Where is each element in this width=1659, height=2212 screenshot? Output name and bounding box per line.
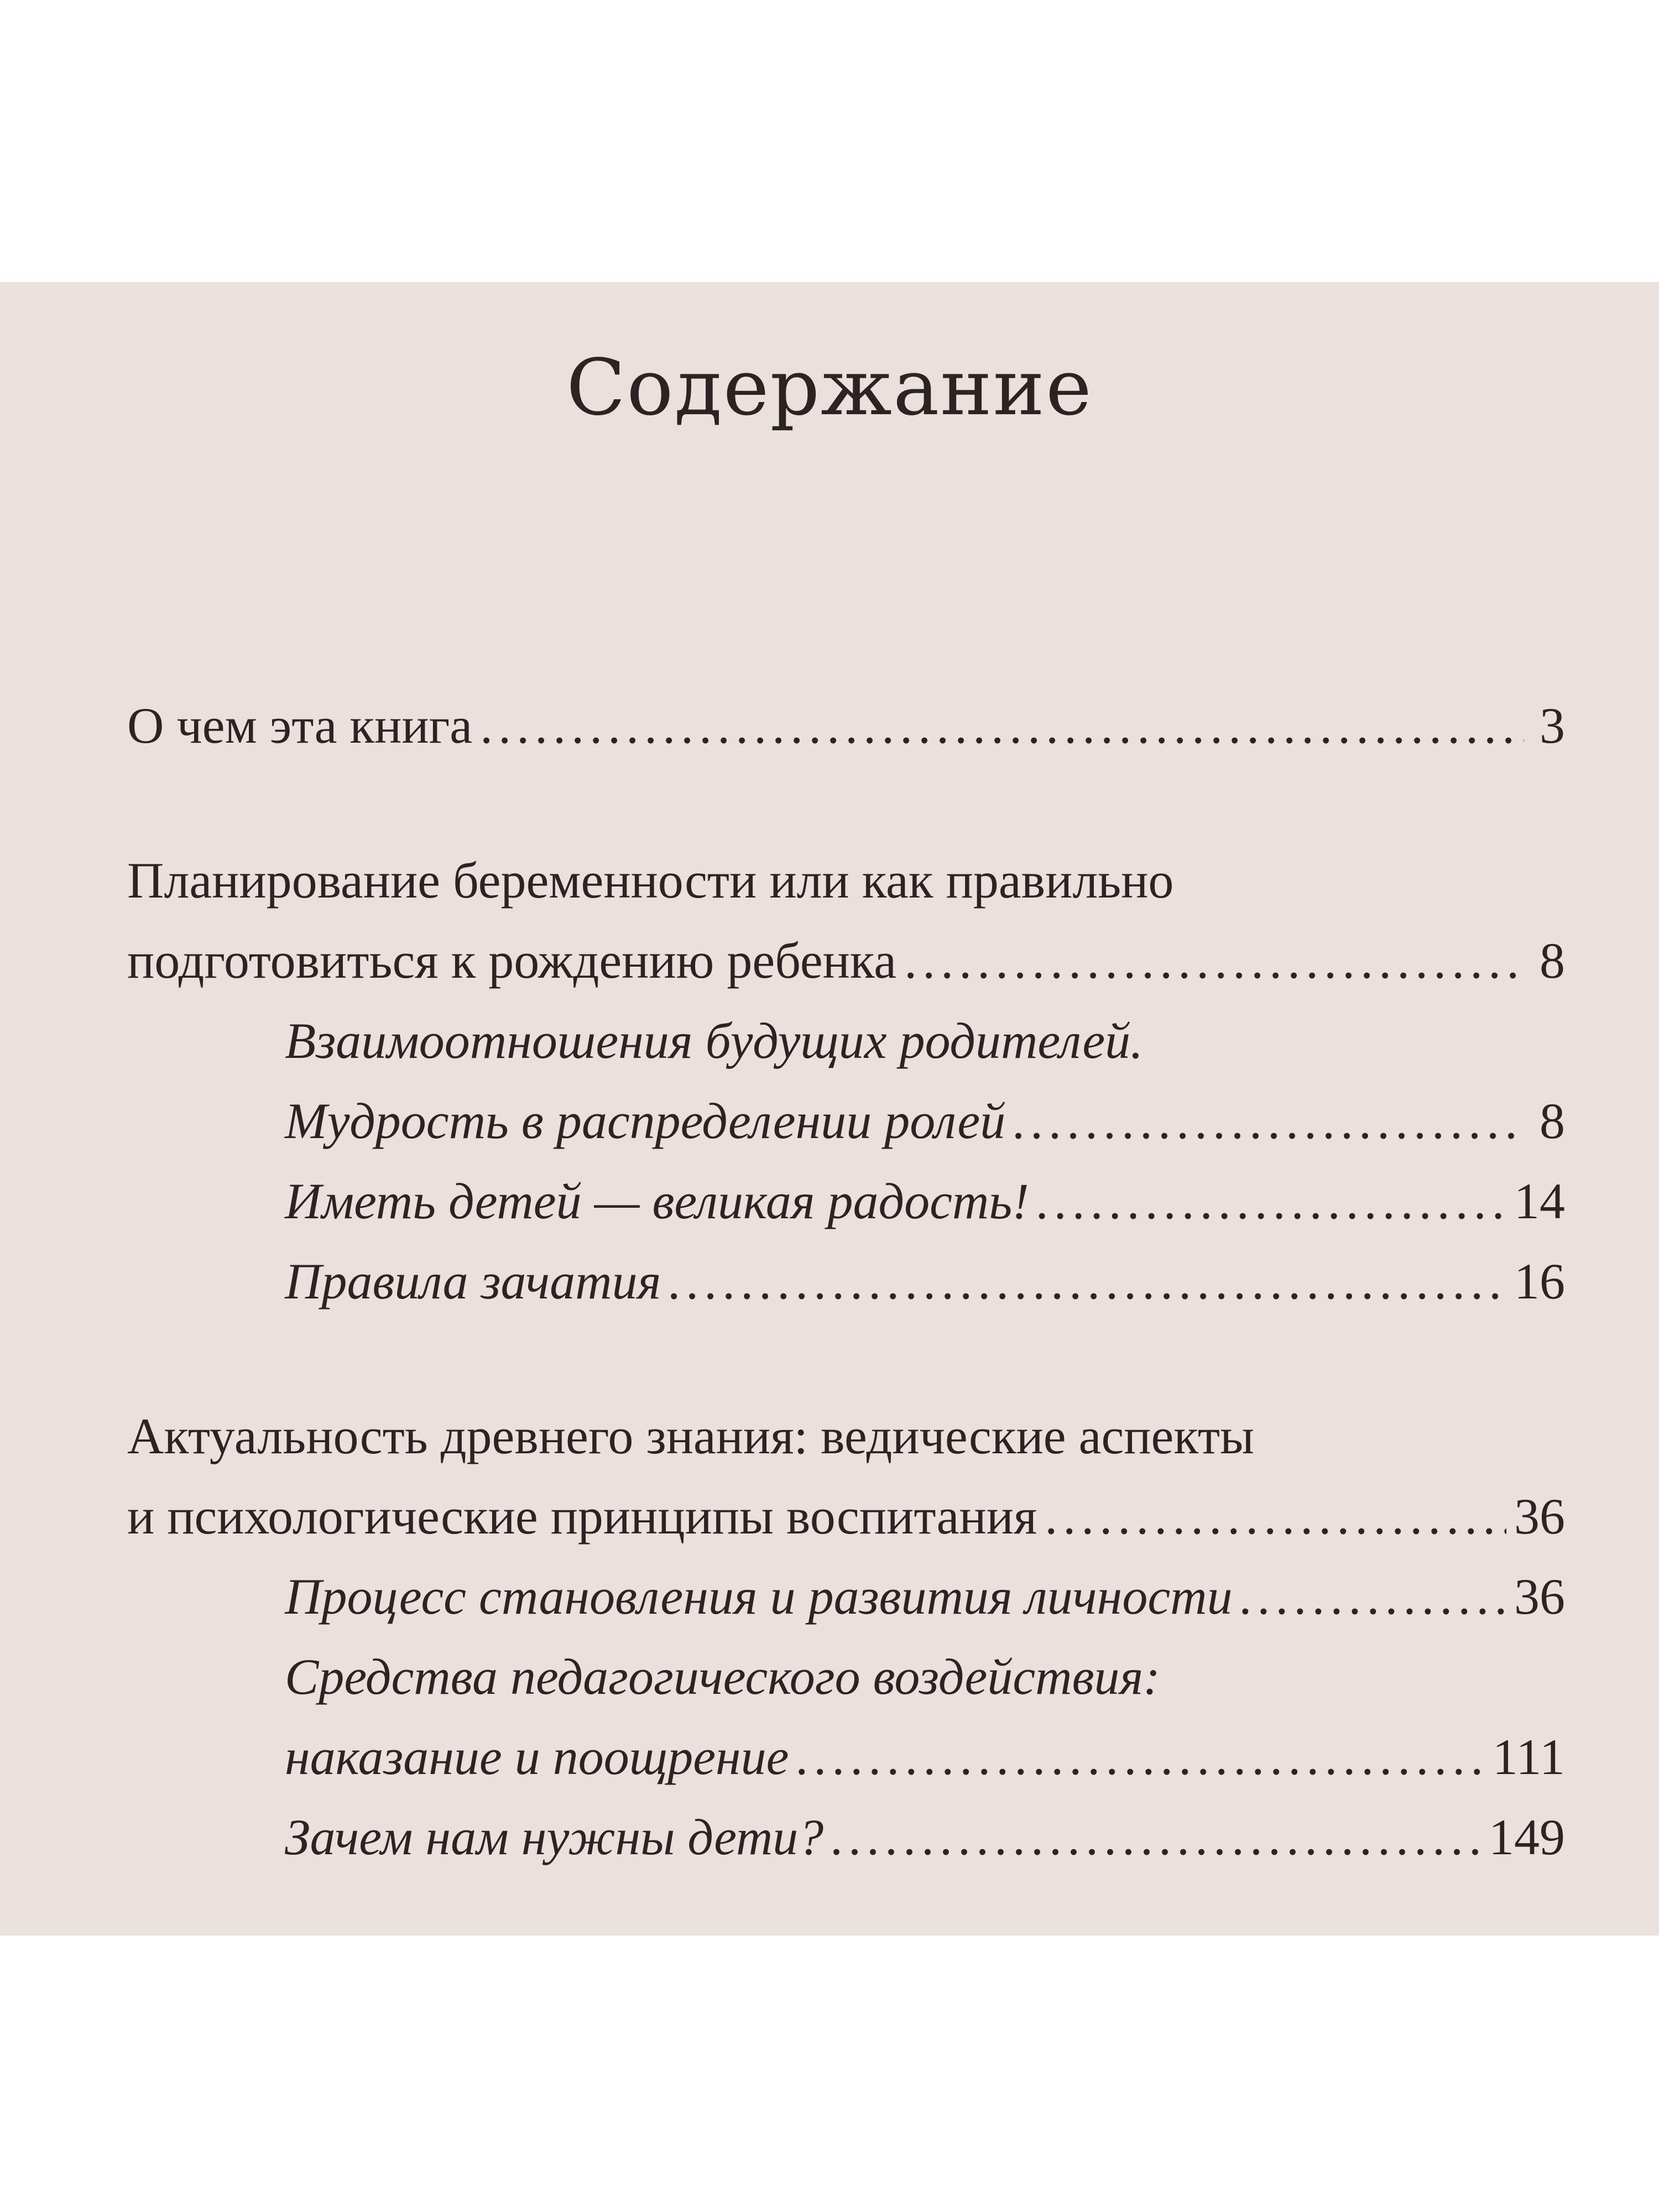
dot-leader	[797, 1717, 1485, 1797]
toc-subentry[interactable]	[127, 1161, 1565, 1241]
toc-entry-line[interactable]	[127, 1396, 1565, 1477]
toc-subentry-title: Процесс становления и развития личности	[285, 1568, 1233, 1625]
toc-subentry-line[interactable]	[127, 1637, 1565, 1717]
toc-section-planning	[127, 841, 1565, 1322]
toc-page-number: 149	[1489, 1809, 1565, 1865]
toc-page-number: 14	[1514, 1173, 1565, 1229]
toc-page-number: 36	[1514, 1488, 1565, 1545]
toc-subentry[interactable]	[127, 1797, 1565, 1877]
toc-subentry[interactable]	[127, 1241, 1565, 1322]
dot-leader	[1045, 1477, 1506, 1557]
page-title: Содержание	[566, 343, 1093, 433]
toc-page-number: 3	[1540, 697, 1565, 754]
toc-subentry[interactable]	[127, 1081, 1565, 1161]
book-page	[0, 282, 1659, 1936]
toc-subentry[interactable]	[127, 1717, 1565, 1797]
toc-entry[interactable]	[127, 1477, 1565, 1557]
dot-leader	[904, 921, 1524, 1001]
toc-subentry-title: Мудрость в распределении ролей	[285, 1093, 1006, 1149]
toc-subentry-title: Средства педагогического воздействия:	[285, 1648, 1160, 1705]
toc-section-intro	[127, 686, 1565, 766]
toc-page-number: 8	[1540, 1093, 1565, 1149]
dot-leader	[1037, 1161, 1506, 1241]
toc-entry-title: Планирование беременности или как правильно	[127, 852, 1174, 909]
dot-leader	[1013, 1081, 1524, 1161]
toc-entry-line[interactable]	[127, 841, 1565, 921]
toc-page-number: 111	[1492, 1729, 1565, 1785]
toc-entry[interactable]	[127, 921, 1565, 1001]
toc-entry-title: Актуальность древнего знания: ведические аспекты	[127, 1408, 1254, 1464]
table-of-contents	[127, 686, 1565, 1877]
toc-subentry-title: Взаимоотношения будущих родителей.	[285, 1013, 1144, 1069]
toc-subentry-title: Правила зачатия	[285, 1253, 661, 1310]
toc-section-ancient-knowledge	[127, 1396, 1565, 1877]
toc-entry[interactable]	[127, 686, 1565, 766]
toc-entry-title: О чем эта книга	[127, 697, 473, 754]
toc-subentry-title: Иметь детей — великая радость!	[285, 1173, 1029, 1229]
dot-leader	[1240, 1557, 1506, 1637]
toc-entry-title: подготовиться к рождению ребенка	[127, 932, 897, 989]
dot-leader	[669, 1241, 1506, 1322]
dot-leader	[480, 686, 1524, 766]
toc-page-number: 36	[1514, 1568, 1565, 1625]
dot-leader	[831, 1797, 1481, 1877]
toc-subentry-line[interactable]	[127, 1001, 1565, 1081]
toc-subentry[interactable]	[127, 1557, 1565, 1637]
toc-subentry-title: наказание и поощрение	[285, 1729, 789, 1785]
toc-entry-title: и психологические принципы воспитания	[127, 1488, 1037, 1545]
toc-page-number: 8	[1540, 932, 1565, 989]
toc-subentry-title: Зачем нам нужны дети?	[285, 1809, 824, 1865]
toc-page-number: 16	[1514, 1253, 1565, 1310]
